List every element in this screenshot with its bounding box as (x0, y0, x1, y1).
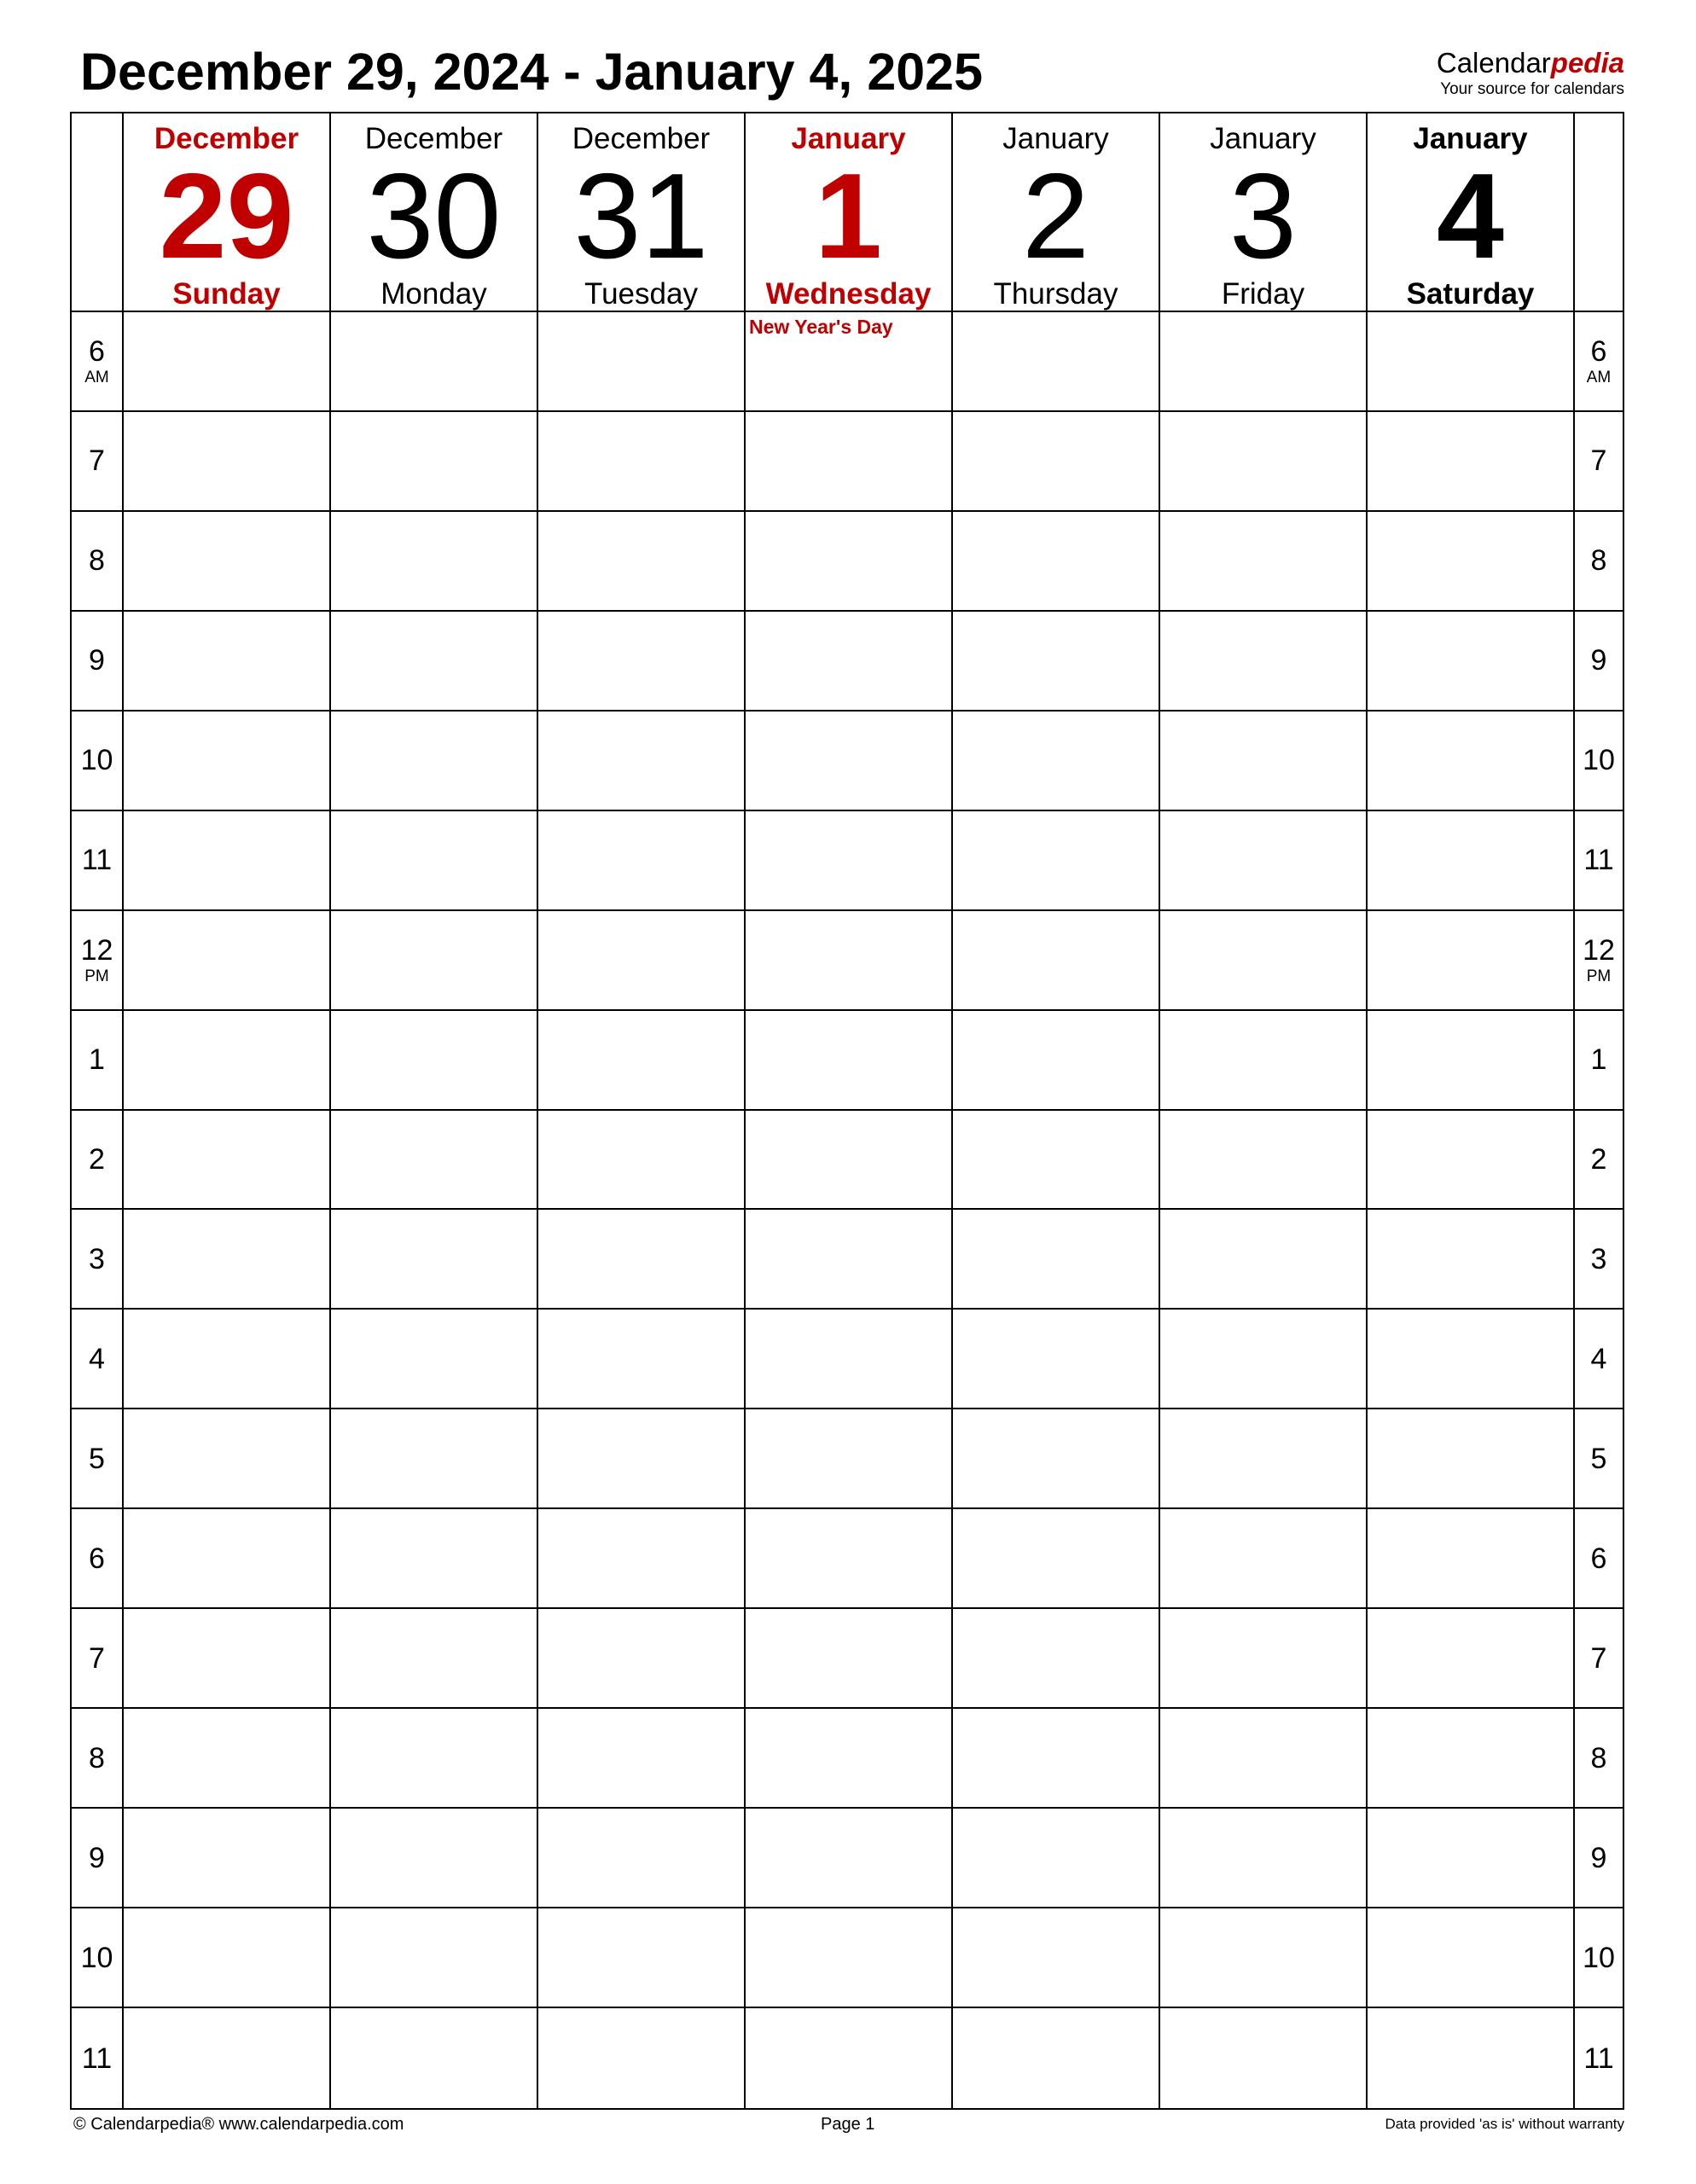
footer-copyright: © Calendarpedia® www.calendarpedia.com (73, 2115, 404, 2134)
time-label-right (1575, 1809, 1623, 1908)
time-slot[interactable] (331, 2008, 538, 2108)
hour-number: 6 (1590, 335, 1607, 369)
time-slot[interactable] (124, 1310, 331, 1409)
time-label-left (72, 412, 124, 512)
time-slot[interactable] (1160, 1908, 1368, 2008)
time-slot[interactable] (953, 1809, 1160, 1908)
time-label-right (1575, 1709, 1623, 1809)
time-slot[interactable] (538, 1509, 746, 1609)
time-slot[interactable] (1160, 811, 1368, 911)
time-slot[interactable] (538, 712, 746, 811)
hour-number: 9 (1590, 1841, 1607, 1874)
time-slot[interactable] (746, 1609, 953, 1709)
time-label-right (1575, 612, 1623, 712)
time-label-left (72, 1409, 124, 1509)
hour-number: 10 (1583, 1941, 1615, 1974)
hour-number: 10 (80, 1941, 113, 1974)
time-label-left (72, 1011, 124, 1111)
time-slot[interactable] (331, 1809, 538, 1908)
day-number: 3 (1229, 148, 1297, 284)
time-slot[interactable] (331, 1409, 538, 1509)
time-label-left (72, 2008, 124, 2108)
day-weekday: Saturday (1406, 277, 1535, 311)
time-slot[interactable] (1368, 1809, 1575, 1908)
hour-number: 6 (89, 335, 105, 369)
brand-name-part2: pedia (1550, 47, 1624, 78)
time-slot[interactable] (124, 1809, 331, 1908)
time-slot[interactable] (1160, 1709, 1368, 1809)
hour-number: 8 (1590, 544, 1607, 578)
time-slot[interactable] (331, 1111, 538, 1211)
hour-number: 3 (1590, 1242, 1607, 1275)
day-month: December (364, 122, 503, 155)
time-slot[interactable] (746, 1809, 953, 1908)
day-weekday: Wednesday (765, 277, 932, 311)
time-slot[interactable] (953, 1210, 1160, 1310)
time-label-right (1575, 312, 1623, 412)
day-weekday: Thursday (993, 277, 1118, 311)
hour-number: 6 (1590, 1542, 1607, 1575)
time-slot[interactable] (538, 1210, 746, 1310)
hour-number: 5 (1590, 1442, 1607, 1475)
time-slot[interactable] (1368, 1011, 1575, 1111)
hour-number: 7 (89, 444, 105, 478)
time-slot[interactable] (124, 1908, 331, 2008)
time-slot[interactable] (538, 811, 746, 911)
day-month: December (572, 122, 711, 155)
hour-number: 11 (81, 2042, 113, 2075)
time-label-left (72, 1210, 124, 1310)
time-slot[interactable] (746, 612, 953, 712)
time-slot[interactable] (538, 412, 746, 512)
time-slot[interactable] (1160, 1609, 1368, 1709)
time-label-left (72, 712, 124, 811)
time-slot[interactable] (953, 1509, 1160, 1609)
time-slot[interactable] (1160, 312, 1368, 412)
day-number: 4 (1437, 148, 1504, 284)
page-title: December 29, 2024 - January 4, 2025 (80, 43, 984, 101)
time-slot[interactable] (1368, 1908, 1575, 2008)
time-slot[interactable] (746, 712, 953, 811)
hour-number: 2 (89, 1143, 105, 1176)
time-slot[interactable] (953, 512, 1160, 612)
time-label-left (72, 1310, 124, 1409)
hour-number: 4 (1590, 1342, 1607, 1375)
time-slot[interactable] (1368, 1509, 1575, 1609)
time-slot[interactable] (331, 1011, 538, 1111)
time-label-right (1575, 1210, 1623, 1310)
time-slot[interactable] (331, 1310, 538, 1409)
time-label-right (1575, 1011, 1623, 1111)
time-slot[interactable] (746, 1509, 953, 1609)
hour-number: 11 (1583, 844, 1614, 877)
hour-number: 7 (1590, 1641, 1607, 1675)
time-label-left (72, 1509, 124, 1609)
time-label-right (1575, 811, 1623, 911)
time-slot[interactable] (1368, 1609, 1575, 1709)
time-slot[interactable] (1368, 811, 1575, 911)
hour-number: 8 (89, 544, 105, 578)
holiday-label: New Year's Day (749, 316, 893, 338)
day-number: 30 (366, 148, 502, 284)
time-slot[interactable] (124, 312, 331, 412)
time-slot[interactable] (746, 2008, 953, 2108)
time-slot[interactable] (331, 1908, 538, 2008)
time-slot[interactable] (1160, 712, 1368, 811)
hour-number: 10 (1583, 744, 1615, 777)
time-slot[interactable] (1160, 1011, 1368, 1111)
hour-number: 11 (81, 844, 113, 877)
footer-page-number: Page 1 (821, 2115, 875, 2134)
time-slot[interactable] (331, 612, 538, 712)
time-slot[interactable] (1368, 1709, 1575, 1809)
time-slot[interactable] (1160, 2008, 1368, 2108)
day-weekday: Tuesday (584, 277, 698, 311)
time-label-left (72, 1709, 124, 1809)
time-slot[interactable] (124, 1210, 331, 1310)
time-slot[interactable] (1368, 2008, 1575, 2108)
time-slot[interactable] (124, 1409, 331, 1509)
time-slot[interactable] (331, 312, 538, 412)
time-slot[interactable] (1368, 412, 1575, 512)
time-slot[interactable] (124, 811, 331, 911)
time-slot[interactable] (953, 1709, 1160, 1809)
brand-logo (1437, 46, 1624, 99)
time-slot[interactable] (953, 811, 1160, 911)
day-header (1160, 113, 1368, 312)
time-label-left (72, 1609, 124, 1709)
time-slot[interactable] (746, 1908, 953, 2008)
time-slot[interactable] (124, 1111, 331, 1211)
am-pm-label: PM (1586, 967, 1612, 986)
time-slot[interactable] (1160, 512, 1368, 612)
hour-number: 9 (1590, 644, 1607, 677)
am-pm-label: AM (84, 369, 109, 387)
time-label-left (72, 612, 124, 712)
time-slot[interactable] (124, 412, 331, 512)
hour-number: 3 (89, 1242, 105, 1275)
day-month: January (1413, 122, 1528, 155)
time-slot[interactable] (331, 1509, 538, 1609)
day-weekday: Monday (380, 277, 487, 311)
time-slot[interactable] (331, 911, 538, 1011)
time-slot[interactable] (1368, 1310, 1575, 1409)
brand-tagline: Your source for calendars (1440, 80, 1624, 98)
am-pm-label: PM (84, 967, 109, 986)
time-slot[interactable] (124, 512, 331, 612)
time-slot[interactable] (746, 811, 953, 911)
time-slot[interactable] (746, 1210, 953, 1310)
time-label-left (72, 911, 124, 1011)
day-number: 2 (1022, 148, 1089, 284)
time-slot[interactable] (331, 412, 538, 512)
time-slot[interactable] (746, 911, 953, 1011)
time-slot[interactable] (538, 1908, 746, 2008)
time-slot[interactable] (538, 512, 746, 612)
time-slot[interactable] (331, 512, 538, 612)
time-label-right (1575, 1908, 1623, 2008)
time-label-left (72, 811, 124, 911)
time-label-right (1575, 512, 1623, 612)
time-slot[interactable] (331, 1210, 538, 1310)
time-slot[interactable] (331, 811, 538, 911)
day-number: 1 (815, 148, 882, 284)
weekly-calendar-grid (70, 112, 1624, 2110)
time-slot[interactable] (538, 1809, 746, 1908)
day-weekday: Friday (1221, 277, 1305, 311)
time-label-left (72, 312, 124, 412)
time-label-right (1575, 911, 1623, 1011)
time-slot[interactable] (1160, 412, 1368, 512)
day-month: January (1210, 122, 1316, 155)
time-label-right (1575, 712, 1623, 811)
time-slot[interactable] (746, 1709, 953, 1809)
time-slot[interactable] (124, 1011, 331, 1111)
day-number: 29 (159, 148, 294, 284)
time-slot[interactable] (953, 1310, 1160, 1409)
time-slot[interactable] (953, 2008, 1160, 2108)
day-month: January (791, 122, 906, 155)
time-slot[interactable] (124, 1509, 331, 1609)
time-slot[interactable] (538, 911, 746, 1011)
time-slot[interactable] (124, 612, 331, 712)
time-slot[interactable] (953, 312, 1160, 412)
time-slot[interactable] (1368, 312, 1575, 412)
brand-name (1437, 46, 1624, 80)
time-slot[interactable] (1368, 1409, 1575, 1509)
time-slot[interactable] (746, 512, 953, 612)
hour-number: 4 (89, 1342, 105, 1375)
hour-number: 9 (89, 1841, 105, 1874)
hour-number: 5 (89, 1442, 105, 1475)
time-slot[interactable] (953, 1609, 1160, 1709)
time-slot[interactable] (1368, 1210, 1575, 1310)
time-label-left (72, 512, 124, 612)
hour-number: 8 (1590, 1741, 1607, 1774)
hour-number: 11 (1583, 2042, 1614, 2075)
time-slot[interactable] (953, 1011, 1160, 1111)
header-corner-right (1575, 113, 1623, 312)
time-label-right (1575, 1409, 1623, 1509)
time-slot[interactable] (331, 1609, 538, 1709)
time-slot[interactable] (953, 1111, 1160, 1211)
header-corner-left (72, 113, 124, 312)
time-slot[interactable] (1160, 1809, 1368, 1908)
time-label-left (72, 1111, 124, 1211)
time-slot[interactable] (746, 1310, 953, 1409)
time-slot[interactable] (746, 312, 953, 412)
time-slot[interactable] (124, 1709, 331, 1809)
time-slot[interactable] (124, 1609, 331, 1709)
time-slot[interactable] (953, 612, 1160, 712)
day-month: December (154, 122, 299, 155)
day-header (538, 113, 746, 312)
time-slot[interactable] (1368, 612, 1575, 712)
time-label-right (1575, 2008, 1623, 2108)
time-slot[interactable] (1160, 911, 1368, 1011)
time-label-right (1575, 1609, 1623, 1709)
time-slot[interactable] (538, 1409, 746, 1509)
time-slot[interactable] (124, 712, 331, 811)
time-label-left (72, 1908, 124, 2008)
am-pm-label: AM (1586, 369, 1612, 387)
time-label-right (1575, 1111, 1623, 1211)
day-month: January (1002, 122, 1109, 155)
day-header (331, 113, 538, 312)
time-slot[interactable] (538, 612, 746, 712)
hour-number: 8 (89, 1741, 105, 1774)
time-label-left (72, 1809, 124, 1908)
time-slot[interactable] (953, 911, 1160, 1011)
time-slot[interactable] (1368, 712, 1575, 811)
hour-number: 12 (80, 934, 113, 967)
time-slot[interactable] (1368, 911, 1575, 1011)
hour-number: 6 (89, 1542, 105, 1575)
time-slot[interactable] (1160, 1409, 1368, 1509)
hour-number: 7 (1590, 444, 1607, 478)
time-slot[interactable] (746, 412, 953, 512)
hour-number: 9 (89, 644, 105, 677)
day-header (746, 113, 953, 312)
hour-number: 12 (1583, 934, 1615, 967)
time-slot[interactable] (1160, 1111, 1368, 1211)
hour-number: 10 (80, 744, 113, 777)
time-slot[interactable] (1368, 512, 1575, 612)
time-label-right (1575, 1509, 1623, 1609)
time-slot[interactable] (538, 1011, 746, 1111)
time-slot[interactable] (1160, 1509, 1368, 1609)
hour-number: 2 (1590, 1143, 1607, 1176)
time-slot[interactable] (746, 1011, 953, 1111)
time-slot[interactable] (746, 1111, 953, 1211)
time-slot[interactable] (331, 1709, 538, 1809)
day-header (124, 113, 331, 312)
hour-number: 1 (1590, 1043, 1607, 1077)
hour-number: 1 (89, 1043, 105, 1077)
day-number: 31 (573, 148, 709, 284)
footer-disclaimer: Data provided 'as is' without warranty (1385, 2116, 1624, 2132)
time-slot[interactable] (953, 712, 1160, 811)
time-slot[interactable] (953, 1908, 1160, 2008)
time-slot[interactable] (746, 1409, 953, 1509)
day-header (953, 113, 1160, 312)
time-slot[interactable] (331, 712, 538, 811)
time-slot[interactable] (538, 1709, 746, 1809)
time-slot[interactable] (538, 2008, 746, 2108)
time-slot[interactable] (1368, 1111, 1575, 1211)
brand-name-part1: Calendar (1436, 47, 1551, 78)
time-slot[interactable] (538, 312, 746, 412)
time-slot[interactable] (538, 1111, 746, 1211)
time-slot[interactable] (538, 1609, 746, 1709)
hour-number: 7 (89, 1641, 105, 1675)
time-label-right (1575, 412, 1623, 512)
time-slot[interactable] (1160, 1210, 1368, 1310)
time-slot[interactable] (538, 1310, 746, 1409)
time-slot[interactable] (124, 2008, 331, 2108)
time-slot[interactable] (124, 911, 331, 1011)
time-slot[interactable] (1160, 1310, 1368, 1409)
day-header (1368, 113, 1575, 312)
time-slot[interactable] (1160, 612, 1368, 712)
time-label-right (1575, 1310, 1623, 1409)
time-slot[interactable] (953, 1409, 1160, 1509)
time-slot[interactable] (953, 412, 1160, 512)
day-weekday: Sunday (172, 277, 281, 311)
